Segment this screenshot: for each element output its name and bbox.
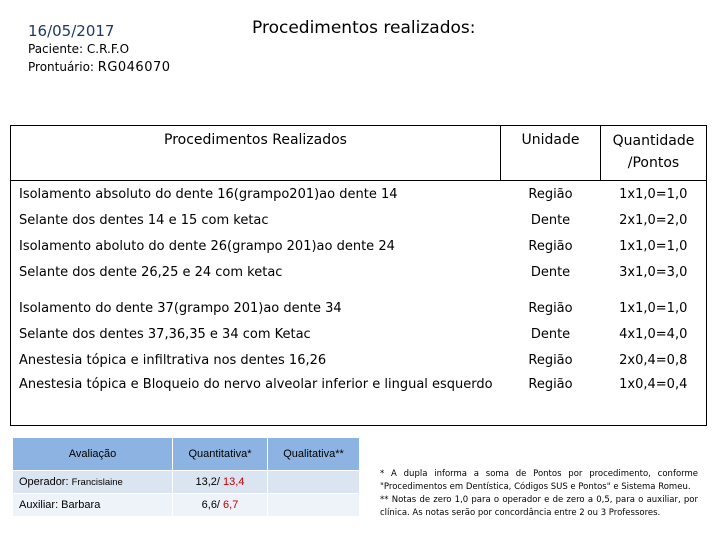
header-quantitative: Quantitativa* bbox=[173, 438, 268, 471]
header-unit: Unidade bbox=[501, 126, 601, 181]
table-row bbox=[11, 259, 707, 285]
header-quantity bbox=[601, 126, 707, 181]
header-qualitative: Qualitativa** bbox=[268, 438, 360, 471]
quantity-cell: 1x1,0=1,0 bbox=[619, 186, 688, 202]
table-row bbox=[11, 285, 707, 321]
quantitative-score bbox=[173, 494, 268, 517]
quantity-cell: 1x1,0=1,0 bbox=[619, 300, 688, 316]
unit-cell: Região bbox=[528, 352, 573, 368]
qualitative-score bbox=[268, 471, 360, 494]
table-row bbox=[11, 321, 707, 347]
procedure-cell: Isolamento absoluto do dente 16(grampo201)ao dente 14 bbox=[19, 186, 398, 202]
procedure-cell: Selante dos dentes 37,36,35 e 34 com Ketac bbox=[19, 326, 311, 342]
header-quantity-line1: Quantidade bbox=[612, 133, 695, 149]
quantity-cell: 2x1,0=2,0 bbox=[619, 212, 688, 228]
unit-cell: Região bbox=[528, 300, 573, 316]
quantity-cell: 3x1,0=3,0 bbox=[619, 264, 688, 280]
footnote-qualitative: ** Notas de zero 1,0 para o operador e de zero a 0,5, para o auxiliar, por clínica. As notas serão por concordância entre 2 ou 3 Professores. bbox=[380, 495, 698, 518]
table-row bbox=[11, 373, 707, 426]
quantity-cell: 1x0,4=0,4 bbox=[619, 377, 688, 392]
unit-cell: Região bbox=[528, 377, 573, 392]
footnotes bbox=[380, 468, 698, 520]
quantity-cell: 2x0,4=0,8 bbox=[619, 352, 688, 368]
score-value: 6,6/ bbox=[201, 499, 224, 511]
unit-cell: Dente bbox=[530, 326, 571, 342]
score-max: 13,4 bbox=[223, 476, 245, 488]
record-number: RG046070 bbox=[97, 60, 171, 75]
table-row bbox=[11, 181, 707, 208]
score-value: 13,2/ bbox=[195, 476, 224, 488]
table-row bbox=[11, 207, 707, 233]
patient-label: Paciente: C.R.F.O bbox=[28, 42, 130, 56]
table-row bbox=[13, 494, 360, 517]
role-label: Auxiliar: Barbara bbox=[19, 499, 101, 511]
page-title: Procedimentos realizados: bbox=[252, 18, 476, 38]
table-row bbox=[13, 471, 360, 494]
procedure-cell: Isolamento aboluto do dente 26(grampo 201)ao dente 24 bbox=[19, 238, 395, 254]
table-row bbox=[11, 233, 707, 259]
header-quantity-line2: /Pontos bbox=[627, 155, 680, 171]
quantitative-score bbox=[173, 471, 268, 494]
procedures-table bbox=[10, 125, 707, 426]
procedure-cell: Anestesia tópica e infiltrativa nos dentes 16,26 bbox=[19, 352, 327, 368]
score-max: 6,7 bbox=[223, 499, 239, 511]
header-procedures: Procedimentos Realizados bbox=[11, 126, 501, 181]
unit-cell: Dente bbox=[530, 264, 571, 280]
role-label: Operador: bbox=[19, 476, 72, 488]
evaluated-person bbox=[13, 494, 173, 517]
quantity-cell: 1x1,0=1,0 bbox=[619, 238, 688, 254]
unit-cell: Região bbox=[528, 186, 573, 202]
record-label bbox=[28, 60, 171, 75]
quantity-cell: 4x1,0=4,0 bbox=[619, 326, 688, 342]
record-prefix: Prontuário: bbox=[28, 60, 98, 74]
unit-cell: Região bbox=[528, 238, 573, 254]
table-row bbox=[11, 347, 707, 373]
unit-cell: Dente bbox=[530, 212, 571, 228]
evaluation-table bbox=[12, 437, 360, 517]
person-name: Francislaine bbox=[71, 477, 123, 488]
evaluated-person bbox=[13, 471, 173, 494]
procedure-cell: Selante dos dente 26,25 e 24 com ketac bbox=[19, 264, 283, 280]
procedure-cell: Selante dos dentes 14 e 15 com ketac bbox=[19, 212, 269, 228]
header-evaluation: Avaliação bbox=[13, 438, 173, 471]
procedure-cell: Isolamento do dente 37(grampo 201)ao dente 34 bbox=[19, 300, 342, 316]
date: 16/05/2017 bbox=[28, 22, 115, 40]
procedure-cell: Anestesia tópica e Bloqueio do nervo alveolar inferior e lingual esquerdo bbox=[19, 377, 493, 392]
qualitative-score bbox=[268, 494, 360, 517]
footnote-quantitative: * A dupla informa a soma de Pontos por procedimento, conforme "Procedimentos em Dentística, Códigos SUS e Pontos" e Sistema Romeu. bbox=[380, 469, 698, 492]
